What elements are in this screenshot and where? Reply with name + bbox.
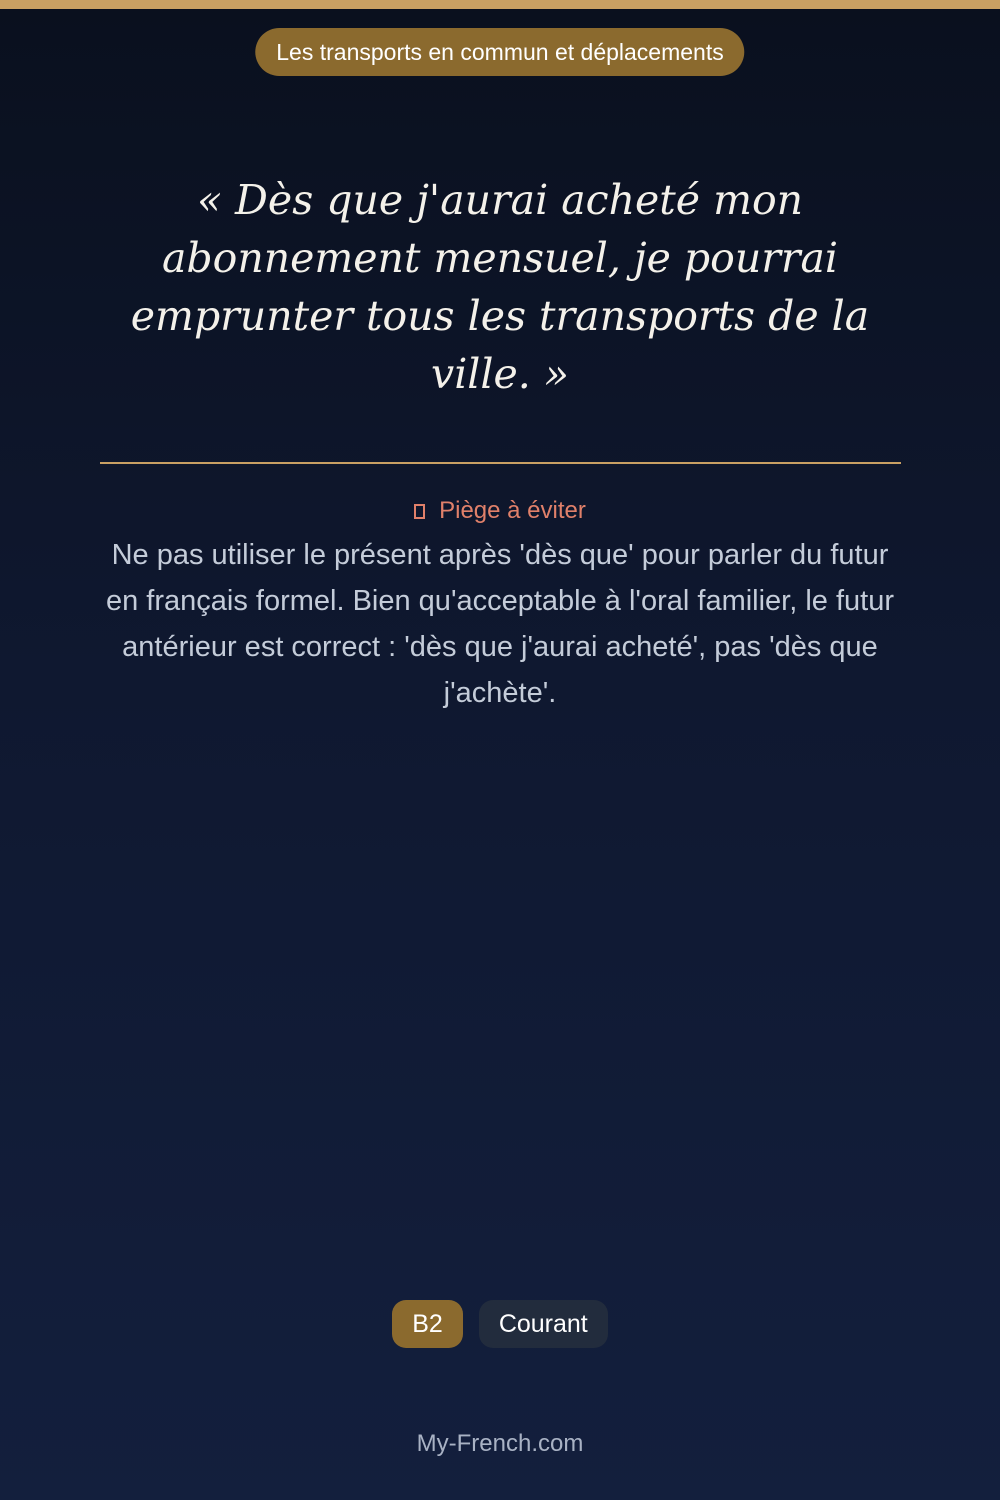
category-pill: Les transports en commun et déplacements xyxy=(255,28,744,76)
trap-title: Piège à éviter xyxy=(439,497,586,524)
level-badge: B2 xyxy=(392,1300,463,1348)
trap-text: Ne pas utiliser le présent après 'dès que' pour parler du futur en français formel. Bien qu'acceptable à l'oral familier, le futur antérieur est correct : 'dès que j'aurai acheté', pas 'dès que j'achète'. xyxy=(105,539,895,709)
warning-icon xyxy=(414,504,425,519)
divider xyxy=(100,462,901,464)
badges xyxy=(0,1300,1000,1348)
top-accent-bar xyxy=(0,0,1000,9)
trap-header xyxy=(0,494,1000,528)
quote-text: « Dès que j'aurai acheté mon abonnement mensuel, je pourrai emprunter tous les transports de la ville. » xyxy=(130,176,870,398)
footer-site-name: My-French.com xyxy=(416,1430,584,1457)
register-badge: Courant xyxy=(479,1300,608,1348)
